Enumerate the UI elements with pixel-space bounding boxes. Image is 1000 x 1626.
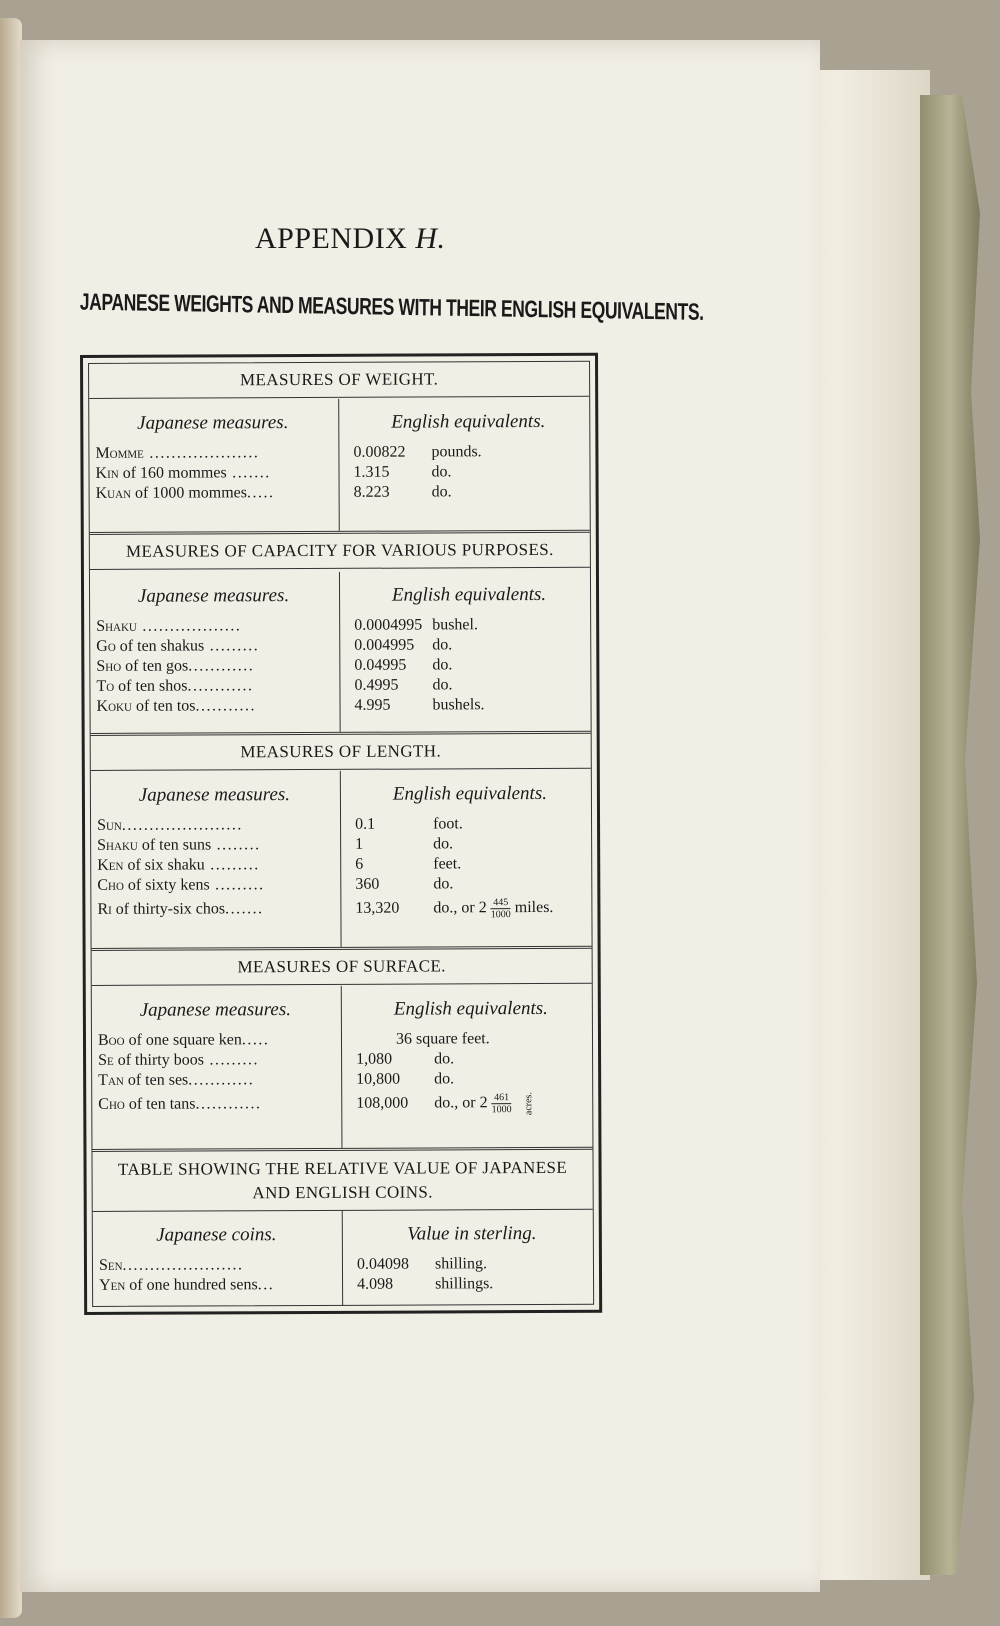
capacity-row-name: Sho of ten gos............ [96, 657, 255, 675]
coins-row-value: 4.098 shillings. [357, 1275, 494, 1293]
surface-title: MEASURES OF SURFACE. [92, 949, 592, 986]
length-row-ri-name: Ri of thirty-six chos....... [97, 900, 264, 918]
capacity-section [90, 533, 591, 736]
surface-section [92, 949, 593, 1152]
capacity-row-name: To of ten shos............ [96, 677, 254, 695]
weight-row-name: Momme .................... [95, 444, 260, 462]
weight-row-value: 1.315 do. [353, 463, 452, 481]
equivalents-table [80, 353, 602, 1315]
surface-row-value: 1,080 do. [356, 1050, 455, 1068]
capacity-english-col [340, 571, 591, 732]
surface-col-head-english: English equivalents. [393, 997, 548, 1020]
appendix-letter: H. [415, 222, 446, 255]
coins-sterling-col [343, 1210, 593, 1306]
surface-row-cho-value: 108,000 do., or 2 $\frac{461}{1000}$ acres. [356, 1091, 535, 1116]
length-row-value: 1 do. [355, 835, 454, 853]
capacity-row-name: Shaku .................. [96, 617, 242, 635]
capacity-japanese-col [90, 572, 341, 733]
weight-col-head-japanese: Japanese measures. [137, 412, 289, 434]
length-col-head-japanese: Japanese measures. [138, 784, 291, 806]
capacity-row-name: Go of ten shakus ......... [96, 637, 260, 655]
length-row-name: Cho of sixty kens ......... [97, 876, 265, 894]
appendix-title: APPENDIX [255, 222, 408, 255]
weight-row-value: 0.00822 pounds. [353, 443, 482, 461]
capacity-row-name: Koku of ten tos........... [96, 697, 257, 715]
weight-section [89, 362, 590, 535]
coins-japanese-col [93, 1211, 343, 1307]
weight-row-value: 8.223 do. [353, 483, 452, 501]
coins-section [92, 1150, 593, 1307]
length-row-name: Shaku of ten suns ........ [97, 836, 261, 854]
weight-row-name: Kuan of 1000 mommes..... [95, 484, 275, 502]
capacity-row-value: 0.4995 do. [354, 676, 453, 694]
weight-english-col [339, 398, 590, 531]
appendix-heading [255, 222, 446, 256]
weight-japanese-col [89, 399, 340, 532]
capacity-col-head-english: English equivalents. [391, 583, 547, 606]
surface-row-name: Boo of one square ken..... [97, 1031, 270, 1049]
weight-title: MEASURES OF WEIGHT. [89, 362, 589, 399]
capacity-title: MEASURES OF CAPACITY FOR VARIOUS PURPOSES. [90, 533, 590, 570]
length-row-name: Sun...................... [97, 816, 243, 834]
table-inner-border [88, 361, 594, 1307]
coins-col-head-sterling: Value in sterling. [407, 1223, 537, 1245]
page-subtitle: JAPANESE WEIGHTS AND MEASURES WITH THEIR ENGLISH EQUIVALENTS. [79, 288, 704, 326]
surface-row-name: Tan of ten ses............ [98, 1071, 255, 1089]
weight-row-name: Kin of 160 mommes ....... [95, 464, 271, 482]
coins-row-value: 0.04098 shilling. [356, 1255, 488, 1273]
surface-english-col [342, 985, 593, 1148]
book-edge-tabs [920, 95, 980, 1575]
coins-col-head-japanese: Japanese coins. [156, 1224, 277, 1246]
length-title: MEASURES OF LENGTH. [91, 734, 591, 771]
length-row-name: Ken of six shaku ......... [97, 856, 260, 874]
surface-col-head-japanese: Japanese measures. [139, 999, 292, 1021]
surface-row-name: Se of thirty boos ......... [98, 1051, 259, 1069]
capacity-col-head-japanese: Japanese measures. [137, 585, 290, 607]
coins-title-line1: TABLE SHOWING THE RELATIVE VALUE OF JAPANESE [117, 1157, 568, 1179]
length-row-value: 360 do. [355, 875, 454, 893]
capacity-row-value: 0.004995 do. [354, 636, 453, 654]
length-col-head-english: English equivalents. [392, 782, 548, 805]
surface-row-value: 10,800 do. [356, 1070, 455, 1088]
length-section [91, 734, 592, 951]
capacity-row-value: 0.04995 do. [354, 656, 453, 674]
length-japanese-col [91, 771, 342, 948]
length-row-ri-value: 13,320 do., or 2 $\frac{445}{1000}$ miles. [355, 896, 554, 921]
surface-japanese-col [92, 986, 343, 1149]
cho-fraction: $\frac{461}{1000}$ [491, 1091, 512, 1116]
coins-title-line2: AND ENGLISH COINS. [252, 1182, 433, 1203]
capacity-row-value: 4.995 bushels. [354, 696, 485, 714]
coins-title [92, 1150, 592, 1212]
ri-fraction: $\frac{445}{1000}$ [490, 896, 511, 921]
length-row-value: 6 feet. [355, 855, 462, 873]
weight-col-head-english: English equivalents. [391, 410, 546, 433]
coins-row-name: Yen of one hundred sens... [99, 1276, 275, 1294]
coins-row-name: Sen...................... [98, 1256, 244, 1274]
length-english-col [341, 770, 592, 947]
capacity-row-value: 0.0004995 bushel. [354, 616, 478, 634]
length-row-value: 0.1 foot. [355, 815, 463, 833]
surface-row-cho-name: Cho of ten tans............ [98, 1095, 262, 1113]
facing-page-edge [0, 18, 22, 1618]
surface-row-value: 36 square feet. [395, 1030, 490, 1048]
